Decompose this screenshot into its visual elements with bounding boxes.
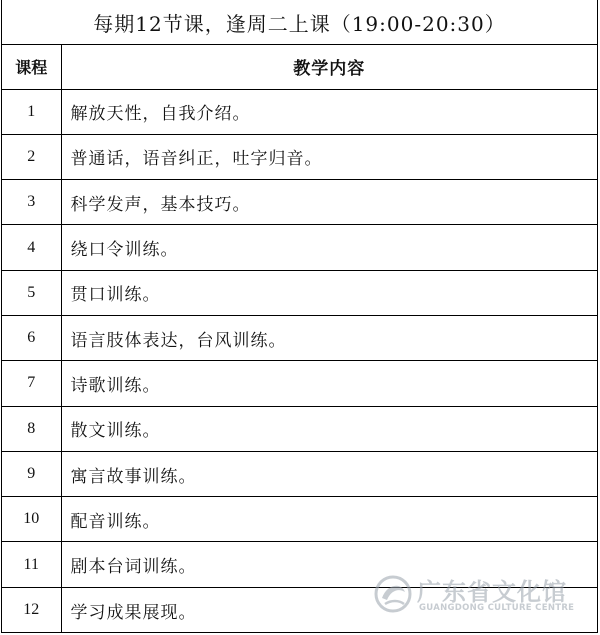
table-row xyxy=(2,225,597,270)
lesson-content: 普通话，语音纠正，吐字归音。 xyxy=(61,134,597,179)
watermark-name-cn: 广东省文化馆 xyxy=(417,578,567,606)
lesson-content: 语言肢体表达，台风训练。 xyxy=(61,315,597,360)
lesson-number: 4 xyxy=(2,225,61,270)
table-row xyxy=(2,497,597,542)
culture-centre-logo-icon xyxy=(373,574,413,614)
lesson-number: 3 xyxy=(2,180,61,225)
lesson-content: 贯口训练。 xyxy=(61,270,597,315)
table-row xyxy=(2,315,597,360)
lesson-number: 11 xyxy=(2,542,61,587)
table-row xyxy=(2,451,597,496)
lesson-number: 12 xyxy=(2,587,61,632)
lesson-number: 9 xyxy=(2,451,61,496)
lesson-content: 散文训练。 xyxy=(61,406,597,451)
lesson-content: 诗歌训练。 xyxy=(61,361,597,406)
lesson-content: 寓言故事训练。 xyxy=(61,451,597,496)
lesson-number: 5 xyxy=(2,270,61,315)
lesson-content: 配音训练。 xyxy=(61,497,597,542)
table-row xyxy=(2,180,597,225)
lesson-content: 剧本台词训练。 xyxy=(61,542,597,587)
lesson-number: 2 xyxy=(2,134,61,179)
lesson-content: 绕口令训练。 xyxy=(61,225,597,270)
lesson-content: 科学发声，基本技巧。 xyxy=(61,180,597,225)
header-content: 教学内容 xyxy=(293,59,366,80)
lesson-number: 6 xyxy=(2,315,61,360)
lesson-content: 解放天性，自我介绍。 xyxy=(61,89,597,134)
table-row xyxy=(2,406,597,451)
watermark xyxy=(373,572,585,618)
watermark-name-en: GUANGDONG CULTURE CENTRE xyxy=(419,603,575,613)
header-row xyxy=(2,45,597,89)
table-row xyxy=(2,361,597,406)
lesson-number: 1 xyxy=(2,89,61,134)
lesson-content: 学习成果展现。 xyxy=(61,587,597,632)
lesson-number: 7 xyxy=(2,361,61,406)
table-title: 每期12节课，逢周二上课（19:00-20:30） xyxy=(2,0,597,45)
table-row xyxy=(2,270,597,315)
table-row xyxy=(2,134,597,179)
lesson-number: 10 xyxy=(2,497,61,542)
lesson-table xyxy=(2,45,597,633)
course-schedule-table xyxy=(1,0,598,633)
lesson-number: 8 xyxy=(2,406,61,451)
table-row xyxy=(2,89,597,134)
header-lesson: 课程 xyxy=(2,45,61,89)
